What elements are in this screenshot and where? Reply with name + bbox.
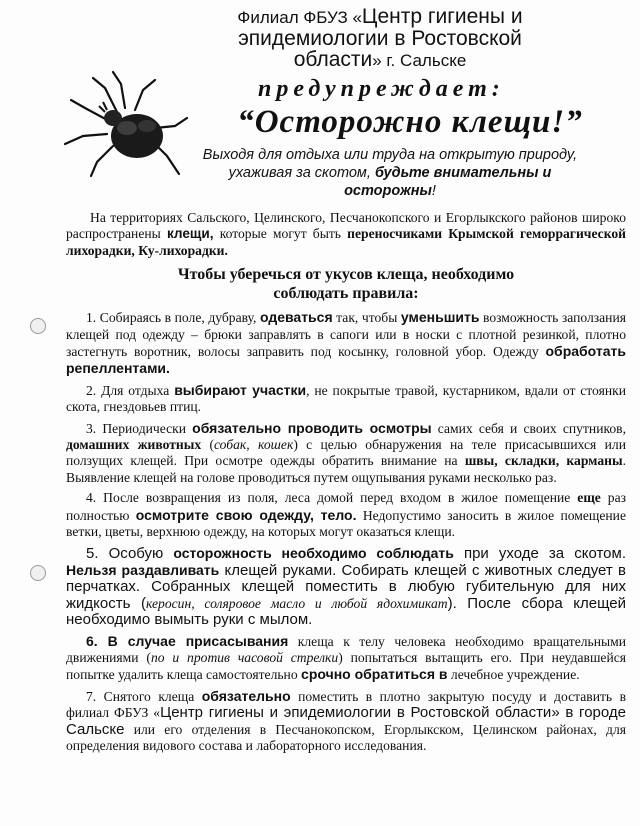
tick-icon	[55, 70, 190, 180]
header-line-3: области» г. Сальске	[293, 48, 467, 71]
rule-item-4: 4. После возвращения из поля, леса домой перед входом в жилое помещение еще раз полностью осмотрите свою одежду, тело. Недопустимо заносить в жилое помещение ветки, цветы, верхнюю одежду, на которых могут оказаться клещи.	[66, 490, 626, 540]
header	[180, 6, 580, 71]
rules-title: Чтобы уберечься от укусов клеща, необходимо соблюдать правила:	[177, 266, 515, 303]
binder-hole-bottom	[30, 565, 46, 581]
binder-hole-top	[30, 318, 46, 334]
header-line-1: Филиал ФБУЗ «Центр гигиены и	[237, 5, 523, 28]
intro-text: Выходя для отдыха или труда на открытую природу, ухаживая за скотом, будьте внимательны и осторожны!	[202, 147, 578, 199]
document-body	[66, 210, 626, 758]
rule-item-6: 6. В случае присасывания клеща к телу человека необходимо вращательными движениями (по и против часовой стрелки) попытаться вытащить его. При неудавшейся попытке удалить клеща самостоятельно срочно обратиться в лечебное учреждение.	[66, 632, 627, 683]
rule-item-3: 3. Периодически обязательно проводить осмотры самих себя и своих спутников, домашних животных (собак, кошек) с целью обнаружения на теле присасывшихся или ползущих клещей. При осмотре одежды обратить внимание на швы, складки, карманы. Выявление клещей на голове проводиться путем ощупывания руками несколько раз.	[66, 419, 627, 485]
warning-heading: предупреждает:	[258, 76, 505, 102]
header-line-2: эпидемиологии в Ростовской	[238, 27, 522, 50]
rule-item-1: 1. Собираясь в поле, дубраву, одеваться так, чтобы уменьшить возможность заползания клещей под одежду – брюки заправлять в сапоги или в носки с плотной резинкой, плотно застегнуть воротник, волосы заправить под косынку, головной убор. Одежду обработать репеллентами.	[66, 309, 626, 377]
rule-item-7: 7. Снятого клеща обязательно поместить в плотно закрытую посуду и доставить в филиал ФБУЗ «Центр гигиены и эпидемиологии в Ростовской области» в городе Сальске или его отделения в Песчанокопском, Егорлыкском, Целинском районах, для определения видового состава и лабораторного исследования.	[66, 687, 627, 753]
slogan: “Осторожно клещи!”	[237, 104, 583, 140]
intro-paragraph: На территориях Сальского, Целинского, Песчанокопского и Егорлыкского районов широко распространены клещи, которые могут быть переносчиками Крымской геморрагической лихорадки, Ку-лихорадки.	[66, 210, 626, 258]
rule-item-5: 5. Особую осторожность необходимо соблюдать при уходе за скотом. Нельзя раздавливать клещей руками. Собирать клещей с животных следует в перчатках. Собранных клещей поместить в любую губительную для них жидкость (керосин, соляровое масло и любой ядохимикат). После сбора клещей необходимо вымыть руки с мылом.	[66, 544, 626, 629]
rule-item-2: 2. Для отдыха выбирают участки, не покрытые травой, кустарником, вдали от стоянки скота, гнездовьев птиц.	[66, 381, 626, 415]
